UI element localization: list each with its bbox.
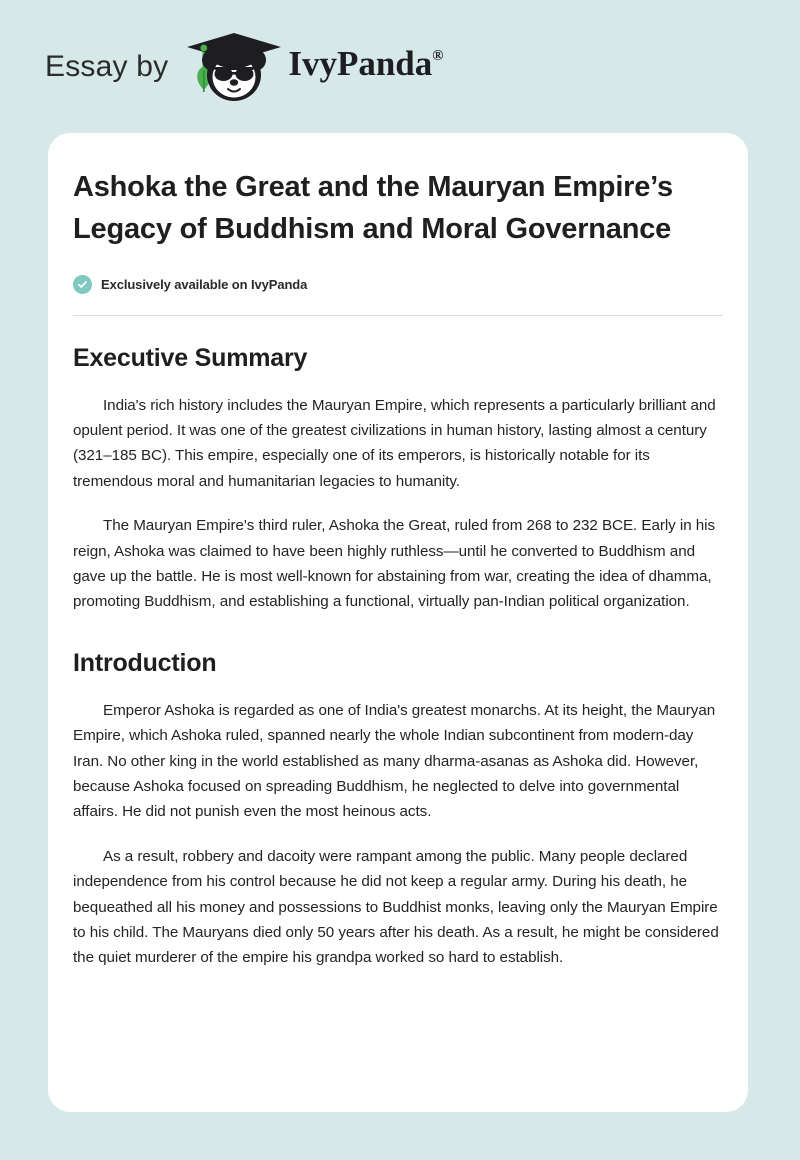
paragraph: Emperor Ashoka is regarded as one of India's greatest monarchs. At its height, the Mauryan Empire, which Ashoka ruled, spanned nearly the whole Indian subcontinent from modern-day Iran. No other king in the world established as many dharma-asanas as Ashoka did. However, because Ashoka focused on spreading Buddhism, he neglected to delve into governmental affairs. He did not punish even the most heinous acts.	[73, 701, 716, 821]
paragraph: India's rich history includes the Mauryan Empire, which represents a particularly brilliant and opulent period. It was one of the greatest civilizations in human history, lasting almost a century (321–185 BC). This empire, especially one of its emperors, is historically notable for its tremendous moral and humanitarian legacies to humanity.	[73, 396, 716, 490]
paragraph: The Mauryan Empire's third ruler, Ashoka the Great, ruled from 268 to 232 BCE. Early in his reign, Ashoka was claimed to have been highly ruthless—until he converted to Buddhism and gave up the battle. He is most well-known for abstaining from war, creating the idea of dhamma, promoting Buddhism, and establishing a functional, virtually pan-Indian political organization.	[73, 517, 716, 611]
registered-mark: ®	[432, 48, 444, 65]
brand-wordmark	[288, 46, 443, 81]
paragraph: As a result, robbery and dacoity were rampant among the public. Many people declared independence from his control because he did not keep a regular army. During his death, he bequeathed all his money and possessions to Buddhist monks, leaving only the Mauryan Empire to his child. The Mauryans died only 50 years after his death. As a result, he might be considered the quiet murderer of the empire his grandpa worked so hard to establish.	[73, 847, 719, 967]
section-heading-introduction: Introduction	[73, 648, 217, 677]
header-divider	[73, 315, 723, 316]
page-title: Ashoka the Great and the Mauryan Empire’s Legacy of Buddhism and Moral Governance	[73, 171, 673, 245]
exclusive-availability-label: Exclusively available on IvyPanda	[101, 276, 308, 292]
brand-lockup[interactable]	[182, 30, 443, 104]
masthead	[0, 0, 800, 133]
check-circle-icon	[73, 275, 92, 294]
section-heading-executive-summary: Executive Summary	[73, 343, 308, 372]
status-badge	[73, 275, 723, 294]
essay-by-label: Essay by	[45, 49, 169, 83]
brand-name-text: IvyPanda	[288, 44, 433, 83]
document-card	[48, 133, 748, 1112]
panda-graduate-logo	[182, 30, 286, 104]
